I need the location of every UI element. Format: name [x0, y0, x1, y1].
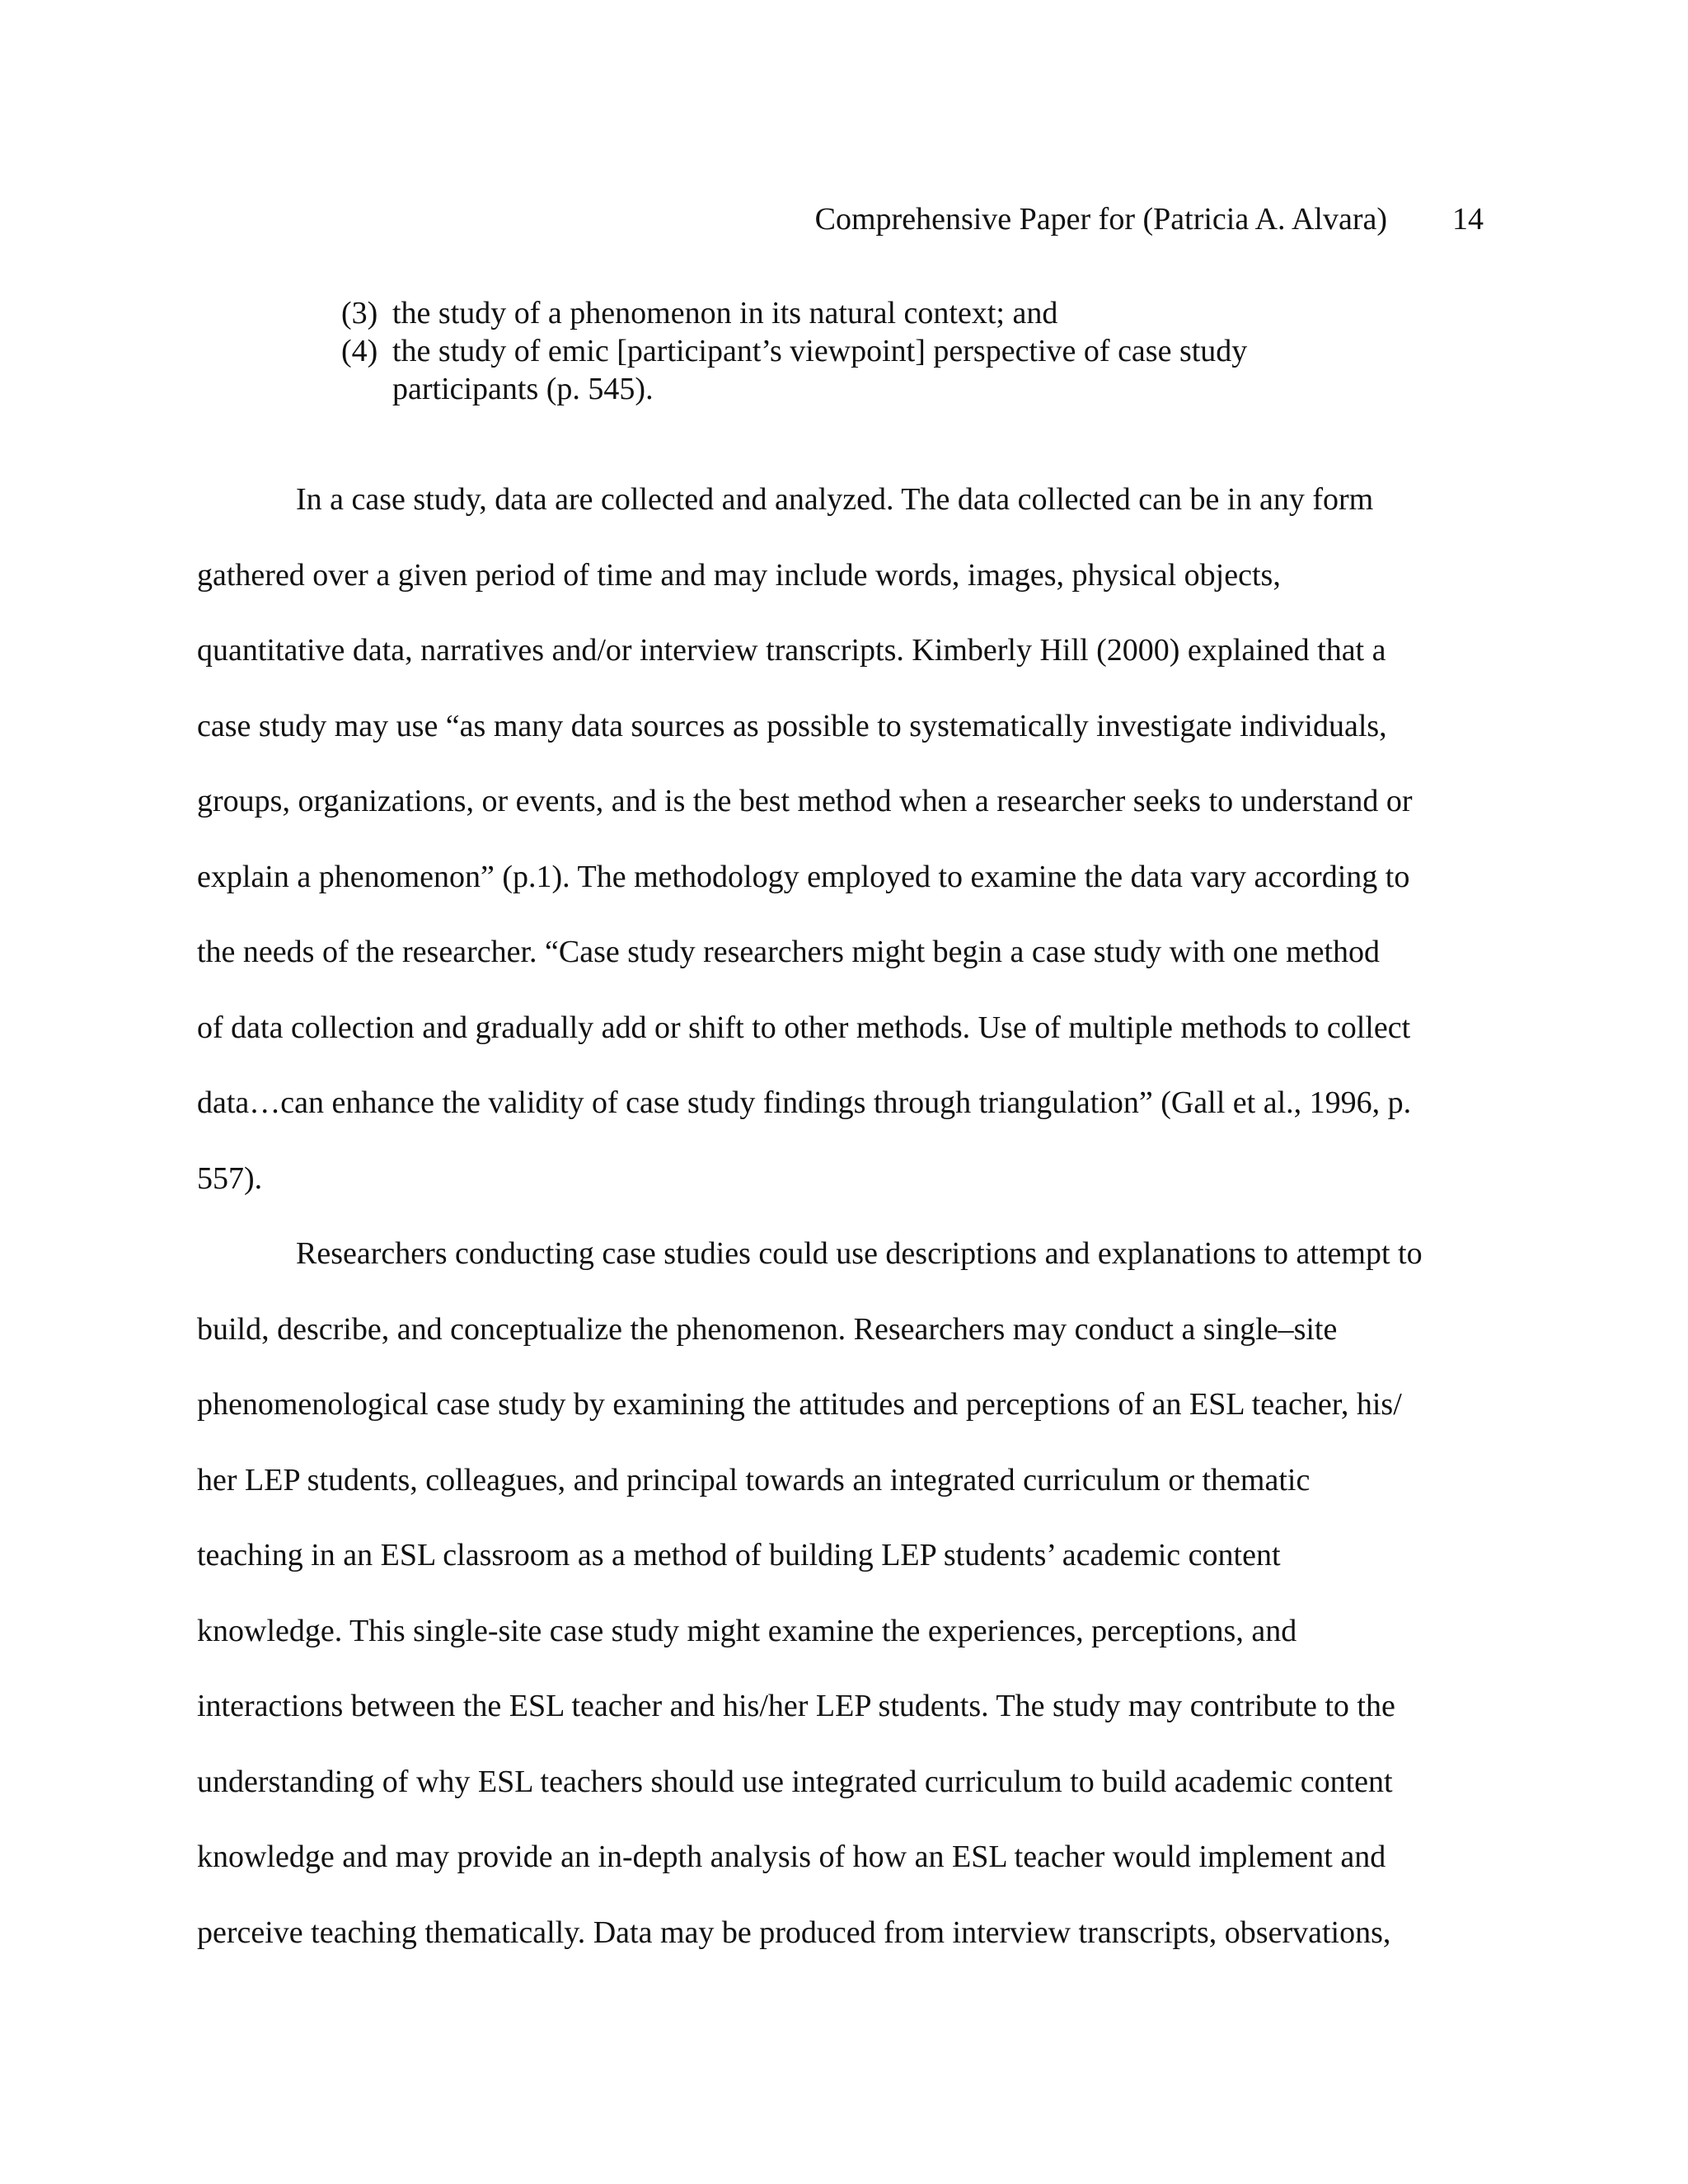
- paragraph-line: the needs of the researcher. “Case study researchers might begin a case study with one method: [197, 935, 1381, 969]
- paragraph-line: groups, organizations, or events, and is the best method when a researcher seeks to understand or: [197, 784, 1413, 818]
- paragraph-line: Researchers conducting case studies could use descriptions and explanations to attempt to: [296, 1236, 1423, 1271]
- list-item-line: the study of a phenomenon in its natural context; and: [392, 296, 1058, 330]
- list-item-text: [392, 294, 1413, 332]
- page-number: 14: [1452, 202, 1484, 237]
- paragraph-line: perceive teaching thematically. Data may be produced from interview transcripts, observations,: [197, 1915, 1391, 1950]
- paragraph-line: her LEP students, colleagues, and principal towards an integrated curriculum or thematic: [197, 1462, 1311, 1497]
- list-item: [341, 332, 1413, 408]
- paragraph-line: teaching in an ESL classroom as a method of building LEP students’ academic content: [197, 1538, 1281, 1572]
- paragraph-line: explain a phenomenon” (p.1). The methodology employed to examine the data vary according to: [197, 859, 1410, 894]
- list-item-line: participants (p. 545).: [392, 372, 654, 406]
- paragraph-line: case study may use “as many data sources as possible to systematically investigate individuals,: [197, 708, 1387, 743]
- numbered-list: [341, 294, 1413, 408]
- list-item-text: [392, 332, 1413, 408]
- list-marker: (4): [341, 334, 378, 368]
- paragraph-line: knowledge. This single-site case study might examine the experiences, perceptions, and: [197, 1613, 1297, 1648]
- paragraph-line: gathered over a given period of time and may include words, images, physical objects,: [197, 557, 1281, 593]
- paragraph-line: quantitative data, narratives and/or interview transcripts. Kimberly Hill (2000) explained that a: [197, 633, 1386, 668]
- paragraph-line: build, describe, and conceptualize the phenomenon. Researchers may conduct a single–site: [197, 1311, 1338, 1347]
- running-head-title: Comprehensive Paper for (Patricia A. Alvara): [814, 202, 1387, 237]
- paragraph-line: phenomenological case study by examining the attitudes and perceptions of an ESL teacher, his/: [197, 1387, 1402, 1422]
- list-item: [341, 294, 1413, 332]
- paragraph-line: 557).: [197, 1160, 263, 1196]
- body-text: [197, 480, 1491, 1989]
- running-head: [659, 194, 1484, 244]
- paragraph-line: of data collection and gradually add or shift to other methods. Use of multiple methods to collect: [197, 1010, 1411, 1045]
- list-marker: (3): [341, 296, 378, 330]
- paragraph-line: knowledge and may provide an in-depth analysis of how an ESL teacher would implement and: [197, 1840, 1386, 1874]
- list-item-line: the study of emic [participant’s viewpoint] perspective of case study: [392, 334, 1248, 368]
- paragraph-line: understanding of why ESL teachers should use integrated curriculum to build academic content: [197, 1764, 1393, 1799]
- paragraph-line: interactions between the ESL teacher and his/her LEP students. The study may contribute to the: [197, 1689, 1395, 1723]
- paragraph-line: In a case study, data are collected and analyzed. The data collected can be in any form: [296, 482, 1374, 517]
- paragraph-line: data…can enhance the validity of case study findings through triangulation” (Gall et al., 1996, p.: [197, 1085, 1412, 1120]
